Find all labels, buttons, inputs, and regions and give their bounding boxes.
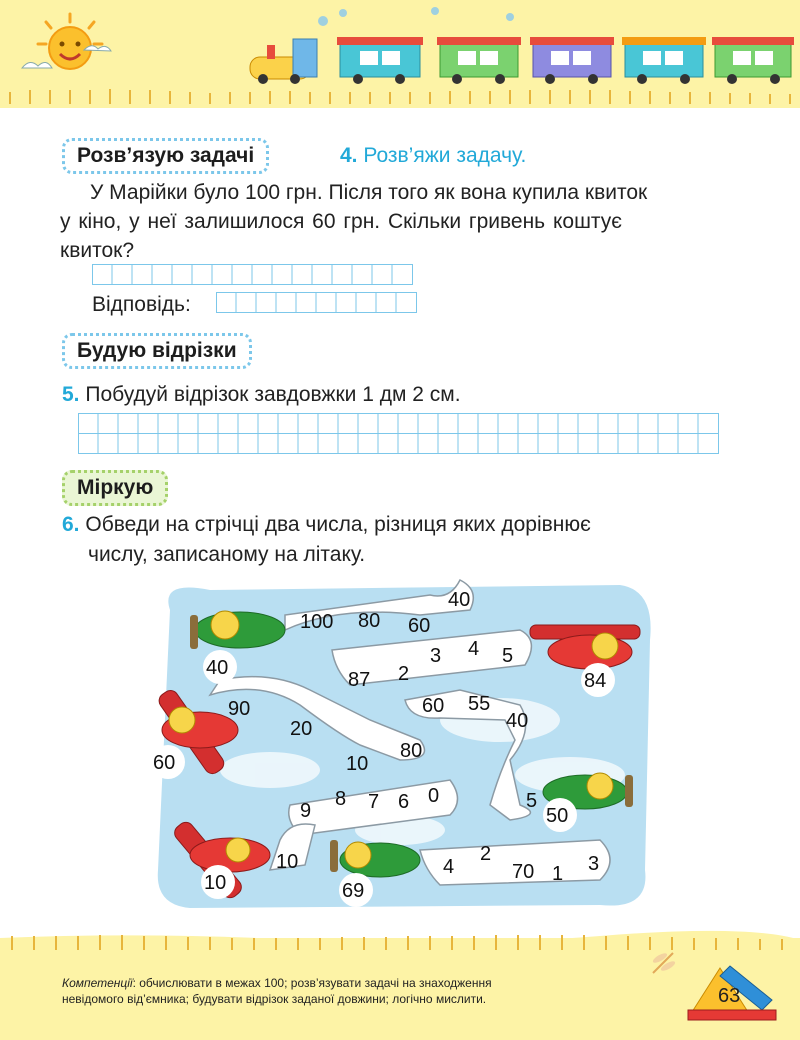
segment-drawing-grid[interactable] <box>78 413 722 455</box>
problem-line-1: У Марійки було 100 грн. Після того як вона купила квиток <box>90 181 648 204</box>
task-6-line-2: числу, записаному на літаку. <box>88 543 366 566</box>
task-5-number: 5. <box>62 383 80 406</box>
ribbon-number: 5 <box>526 790 538 812</box>
answer-label: Відповідь: <box>92 293 191 316</box>
ribbon-number: 5 <box>502 645 514 667</box>
task-4-title <box>340 141 526 170</box>
task-6-line-1 <box>62 510 742 539</box>
problem-line-2: у кіно, у неї залишилося 60 грн. Скільки гривень коштує <box>60 210 622 233</box>
ribbon-number: 7 <box>368 791 380 813</box>
ribbon-number: 40 <box>506 710 529 732</box>
problem-line-3: квиток? <box>60 239 135 262</box>
bottom-grass-decoration <box>0 922 800 952</box>
section-heading-segments: Будую відрізки <box>62 333 252 369</box>
plane-number: 40 <box>206 657 229 679</box>
ribbon-number: 87 <box>348 669 371 691</box>
ribbon-number: 3 <box>588 853 600 875</box>
task-4-text: Розв’яжи задачу. <box>363 144 527 167</box>
ribbon-number: 10 <box>346 753 369 775</box>
ribbon-number: 70 <box>512 861 535 883</box>
ribbon-number: 2 <box>480 843 492 865</box>
solution-grid[interactable] <box>92 264 414 288</box>
plane-number: 69 <box>342 880 365 902</box>
ribbon-number: 80 <box>400 740 423 762</box>
competencies-text-2: невідомого від’ємника; будувати відрізок заданої довжини; логічно мислити. <box>62 992 487 1006</box>
task-5-text: Побудуй відрізок завдовжки 1 дм 2 см. <box>85 383 461 406</box>
competencies-label: Компетенції <box>62 976 133 990</box>
ribbon-number: 100 <box>300 611 334 633</box>
competencies-text: : обчислювати в межах 100; розв’язувати задачі на знаходження <box>132 976 492 990</box>
competencies-note <box>62 975 622 1007</box>
ribbon-number: 0 <box>428 785 440 807</box>
ribbon-number: 60 <box>408 615 431 637</box>
ribbon-number: 10 <box>276 851 299 873</box>
ribbon-number: 55 <box>468 693 491 715</box>
answer-grid[interactable] <box>216 292 418 316</box>
sun-icon <box>18 10 118 85</box>
section-heading-solve: Розв’язую задачі <box>62 138 269 174</box>
ribbon-number: 6 <box>398 791 410 813</box>
ribbon-number: 20 <box>290 718 313 740</box>
ribbon-number: 40 <box>448 589 471 611</box>
ribbon-number: 4 <box>468 638 480 660</box>
task-6-number: 6. <box>62 513 80 536</box>
plane-number: 60 <box>153 752 176 774</box>
section-heading-reasoning: Міркую <box>62 470 168 506</box>
ribbon-number: 90 <box>228 698 251 720</box>
ribbon-number: 2 <box>398 663 410 685</box>
plane-number: 10 <box>204 872 227 894</box>
plane-number: 50 <box>546 805 569 827</box>
dragonfly-icon <box>648 948 678 978</box>
plane-number: 84 <box>584 670 607 692</box>
ribbon-number: 60 <box>422 695 445 717</box>
ribbon-number: 8 <box>335 788 347 810</box>
ribbon-number: 3 <box>430 645 442 667</box>
ribbon-number: 4 <box>443 856 455 878</box>
page-number: 63 <box>718 985 741 1007</box>
task-4-number: 4. <box>340 144 358 167</box>
ribbon-number: 9 <box>300 800 312 822</box>
train-illustration <box>245 5 795 85</box>
ribbon-number: 80 <box>358 610 381 632</box>
task-6-text: Обведи на стрічці два числа, різниця яких дорівнює <box>85 513 591 536</box>
ribbon-number: 1 <box>552 863 564 885</box>
plane-ribbon-puzzle <box>150 570 660 915</box>
task-5 <box>62 380 461 409</box>
